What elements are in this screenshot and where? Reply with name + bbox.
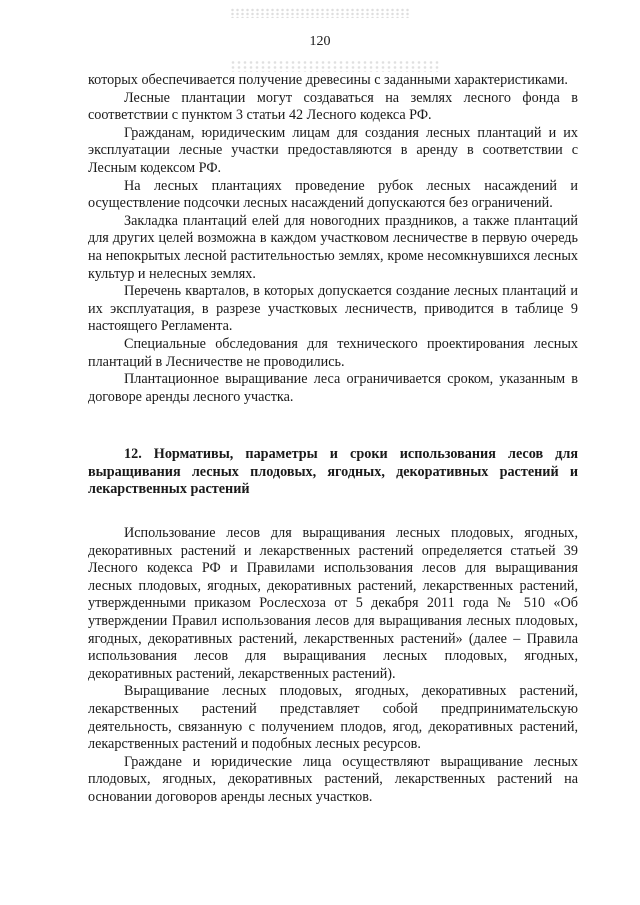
scan-artifact	[230, 60, 440, 72]
paragraph: Использование лесов для выращивания лесных плодовых, ягодных, декоративных растений и лекарственных растений определяется статьей 39 Лесного кодекса РФ и Правилами использования лесов для выращивания лесных плодовых, ягодных, декоративных растений, лекарственных растений, утвержденными приказом Рослесхоза от 5 декабря 2011 года № 510 «Об утверждении Правил использования лесов для выращивания лесных плодовых, ягодных, декоративных растений, лекарственных растений» (далее – Правила использования лесов для выращивания лесных плодовых, ягодных, декоративных растений, лекарственных растений).	[88, 525, 578, 682]
scan-artifact	[230, 8, 410, 18]
document-body	[88, 72, 578, 807]
paragraph: Специальные обследования для технического проектирования лесных плантаций в Лесничестве не проводились.	[88, 335, 578, 370]
paragraph: Плантационное выращивание леса ограничивается сроком, указанным в договоре аренды лесного участка.	[88, 371, 578, 405]
paragraph: Закладка плантаций елей для новогодних праздников, а также плантаций для других целей возможна в каждом участковом лесничестве в первую очередь на непокрытых лесной растительностью землях, кроме несомкнувшихся лесных культур и нелесных землях.	[88, 212, 578, 282]
paragraph: которых обеспечивается получение древесины с заданными характеристиками.	[88, 72, 568, 88]
paragraph: На лесных плантациях проведение рубок лесных насаждений и осуществление подсочки лесных насаждений допускаются без ограничений.	[88, 177, 578, 212]
paragraph: Перечень кварталов, в которых допускается создание лесных плантаций и их эксплуатация, в разрезе участковых лесничеств, приводится в таблице 9 настоящего Регламента.	[88, 283, 578, 335]
paragraph: Лесные плантации могут создаваться на землях лесного фонда в соответствии с пунктом 3 статьи 42 Лесного кодекса РФ.	[88, 89, 578, 124]
page-number: 120	[309, 34, 331, 49]
paragraph: Выращивание лесных плодовых, ягодных, декоративных растений, лекарственных растений представляет собой предпринимательскую деятельность, связанную с получением плодов, ягод, декоративных растений, лекарственных растений и подобных лесных ресурсов.	[88, 683, 578, 753]
section-heading: 12. Нормативы, параметры и сроки использования лесов для выращивания лесных плодовых, ягодных, декоративных растений и лекарственных растений	[88, 446, 578, 498]
paragraph: Граждане и юридические лица осуществляют выращивание лесных плодовых, ягодных, декоративных растений, лекарственных растений на основании договоров аренды лесных участков.	[88, 753, 578, 805]
paragraph: Гражданам, юридическим лицам для создания лесных плантаций и их эксплуатации лесные участки предоставляются в аренду в соответствии с Лесным кодексом РФ.	[88, 124, 578, 176]
